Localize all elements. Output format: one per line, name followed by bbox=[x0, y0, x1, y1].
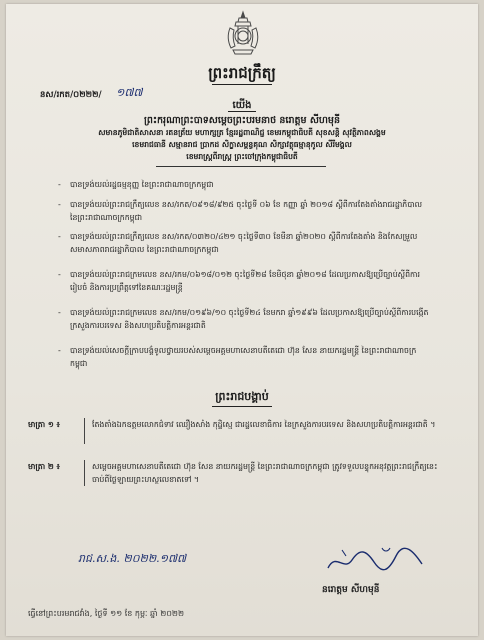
handwritten-registry-note: រាជ.ស.ង. ២០២២.១៧៧ bbox=[78, 552, 187, 565]
consideration-item: - បានទ្រង់យល់ព្រះរាជក្រមលេខ នស/រកម/០១៩៦/១០ ចុះថ្ងៃទី២៤ ខែមករា ឆ្នាំ១៩៩៦ ដែលប្រកាសឱ្យប្រើច្បាប់ស្ដីពីការបង្កើតក្រសួងការបរទេស និងសហប្រតិបត្តិការអន្ដរជាតិ bbox=[58, 308, 429, 330]
document-sheet bbox=[6, 4, 478, 636]
decree-heading-underline bbox=[212, 406, 272, 407]
consideration-item: - បានទ្រង់យល់ព្រះរាជក្រឹត្យលេខ នស/រកត/០៩១៨/៩២៥ ចុះថ្ងៃទី ០៦ ខែ កញ្ញា ឆ្នាំ ២០១៨ ស្ដីពីការតែងតាំងរាជរដ្ឋាភិបាល នៃព្រះរាជាណាចក្រកម្ពុជា bbox=[58, 200, 423, 222]
date-line: ធ្វើនៅព្រះបរមរាជវាំង, ថ្ងៃទី ១១ ខែ កុម្ភៈ ឆ្នាំ ២០២២ bbox=[28, 609, 185, 618]
heading-titles-line-2: ខេមរាជធានី សម្មានរាជ ប្រាកដ សិក្ខាសម្ពន្ធគុណ សិក្សាវត្ថុធម្មានុកូល សីរីមង្គល bbox=[132, 140, 352, 149]
heading-we-underline bbox=[228, 111, 256, 112]
royal-crest-icon bbox=[222, 10, 264, 58]
royal-signature bbox=[322, 542, 432, 576]
title-underline bbox=[212, 84, 272, 85]
article-text: តែងតាំងឯកឧត្ដមលោកជំទាវ ឈឿងសាំង កុដ្ឋិស្មេ ជារដ្ឋលេខាធិការ នៃក្រសួងការបរទេស និងសហប្រតិបត្តិការអន្ដរជាតិ ។ bbox=[92, 420, 436, 429]
consideration-item: - បានទ្រង់យល់រដ្ឋធម្មនុញ្ញ នៃព្រះរាជាណាចក្រកម្ពុជា bbox=[58, 180, 214, 189]
article-label: មាត្រា ២ ៖ bbox=[28, 462, 60, 471]
reference-number-handwritten: ១៧៧ bbox=[116, 86, 143, 99]
heading-titles-line-1: សមានភូមិជាតិសាសនា រតនត្រ័យ មហាក្សត្រ ខ្មែររដ្ឋពាណិជ្ជ ខេមរកម្ពុជាធិបតី សុខសន្ដិ សុវត្ថិភាពសង្គម bbox=[98, 128, 386, 137]
royal-crest-svg bbox=[222, 10, 264, 58]
signer-name: នរោត្ដម សីហមុនី bbox=[322, 585, 380, 595]
document-title: ព្រះរាជក្រឹត្យ bbox=[208, 64, 276, 82]
heading-king-name: ព្រះករុណាព្រះបាទសម្ដេចព្រះបរមនាថ នរោត្ដម សីហមុនី bbox=[143, 115, 340, 126]
article-text: សម្ដេចអគ្គមហាសេនាបតីតេជោ ហ៊ុន សែន នាយករដ្ឋមន្ត្រី នៃព្រះរាជាណាចក្រកម្ពុជា ត្រូវទទួលបន្ទុកអនុវត្តព្រះរាជក្រឹត្យនេះ ចាប់ពីថ្ងៃឡាយព្រះហស្ថលេខាតទៅ ។ bbox=[92, 462, 438, 484]
heading-we: យើង bbox=[232, 100, 252, 111]
consideration-item: - បានទ្រង់យល់ព្រះរាជក្រឹត្យលេខ នស/រកត/០៣២០/៤២១ ចុះថ្ងៃទី៣០ ខែមីនា ឆ្នាំ២០២០ ស្ដីពីការតែងតាំង និងកែសម្រួលសមាសភាពរាជរដ្ឋាភិបាល នៃព្រះរាជាណាចក្រកម្ពុជា bbox=[58, 232, 418, 254]
article-divider bbox=[84, 460, 85, 486]
consideration-item: - បានទ្រង់យល់សេចក្ដីក្រាបបង្គំទូលថ្វាយរបស់សម្ដេចអគ្គមហាសេនាបតីតេជោ ហ៊ុន សែន នាយករដ្ឋមន្ត្រី នៃព្រះរាជាណាចក្រកម្ពុជា bbox=[58, 346, 417, 368]
article-divider bbox=[84, 418, 85, 444]
heading-titles-line-3: ខេមរាស្ត្រពីរាស្ត្រ ព្រះចៅក្រុងកម្ពុជាធិបតី bbox=[186, 152, 298, 161]
decree-heading: ព្រះរាជបង្គាប់ bbox=[215, 390, 269, 403]
reference-number: នស/រកត/០២២២/ bbox=[40, 90, 102, 100]
signature-svg bbox=[322, 542, 432, 576]
article-label: មាត្រា ១ ៖ bbox=[28, 420, 60, 429]
consideration-item: - បានទ្រង់យល់ព្រះរាជក្រមលេខ នស/រកម/០៦១៨/០១២ ចុះថ្ងៃទី២៨ ខែមិថុនា ឆ្នាំ២០១៨ ដែលប្រកាសឱ្យប្រើច្បាប់ស្ដីពីការរៀបចំ និងការប្រព្រឹត្តទៅនៃគណៈរដ្ឋមន្រ្ដី bbox=[58, 270, 420, 292]
heading-rule bbox=[156, 166, 326, 167]
